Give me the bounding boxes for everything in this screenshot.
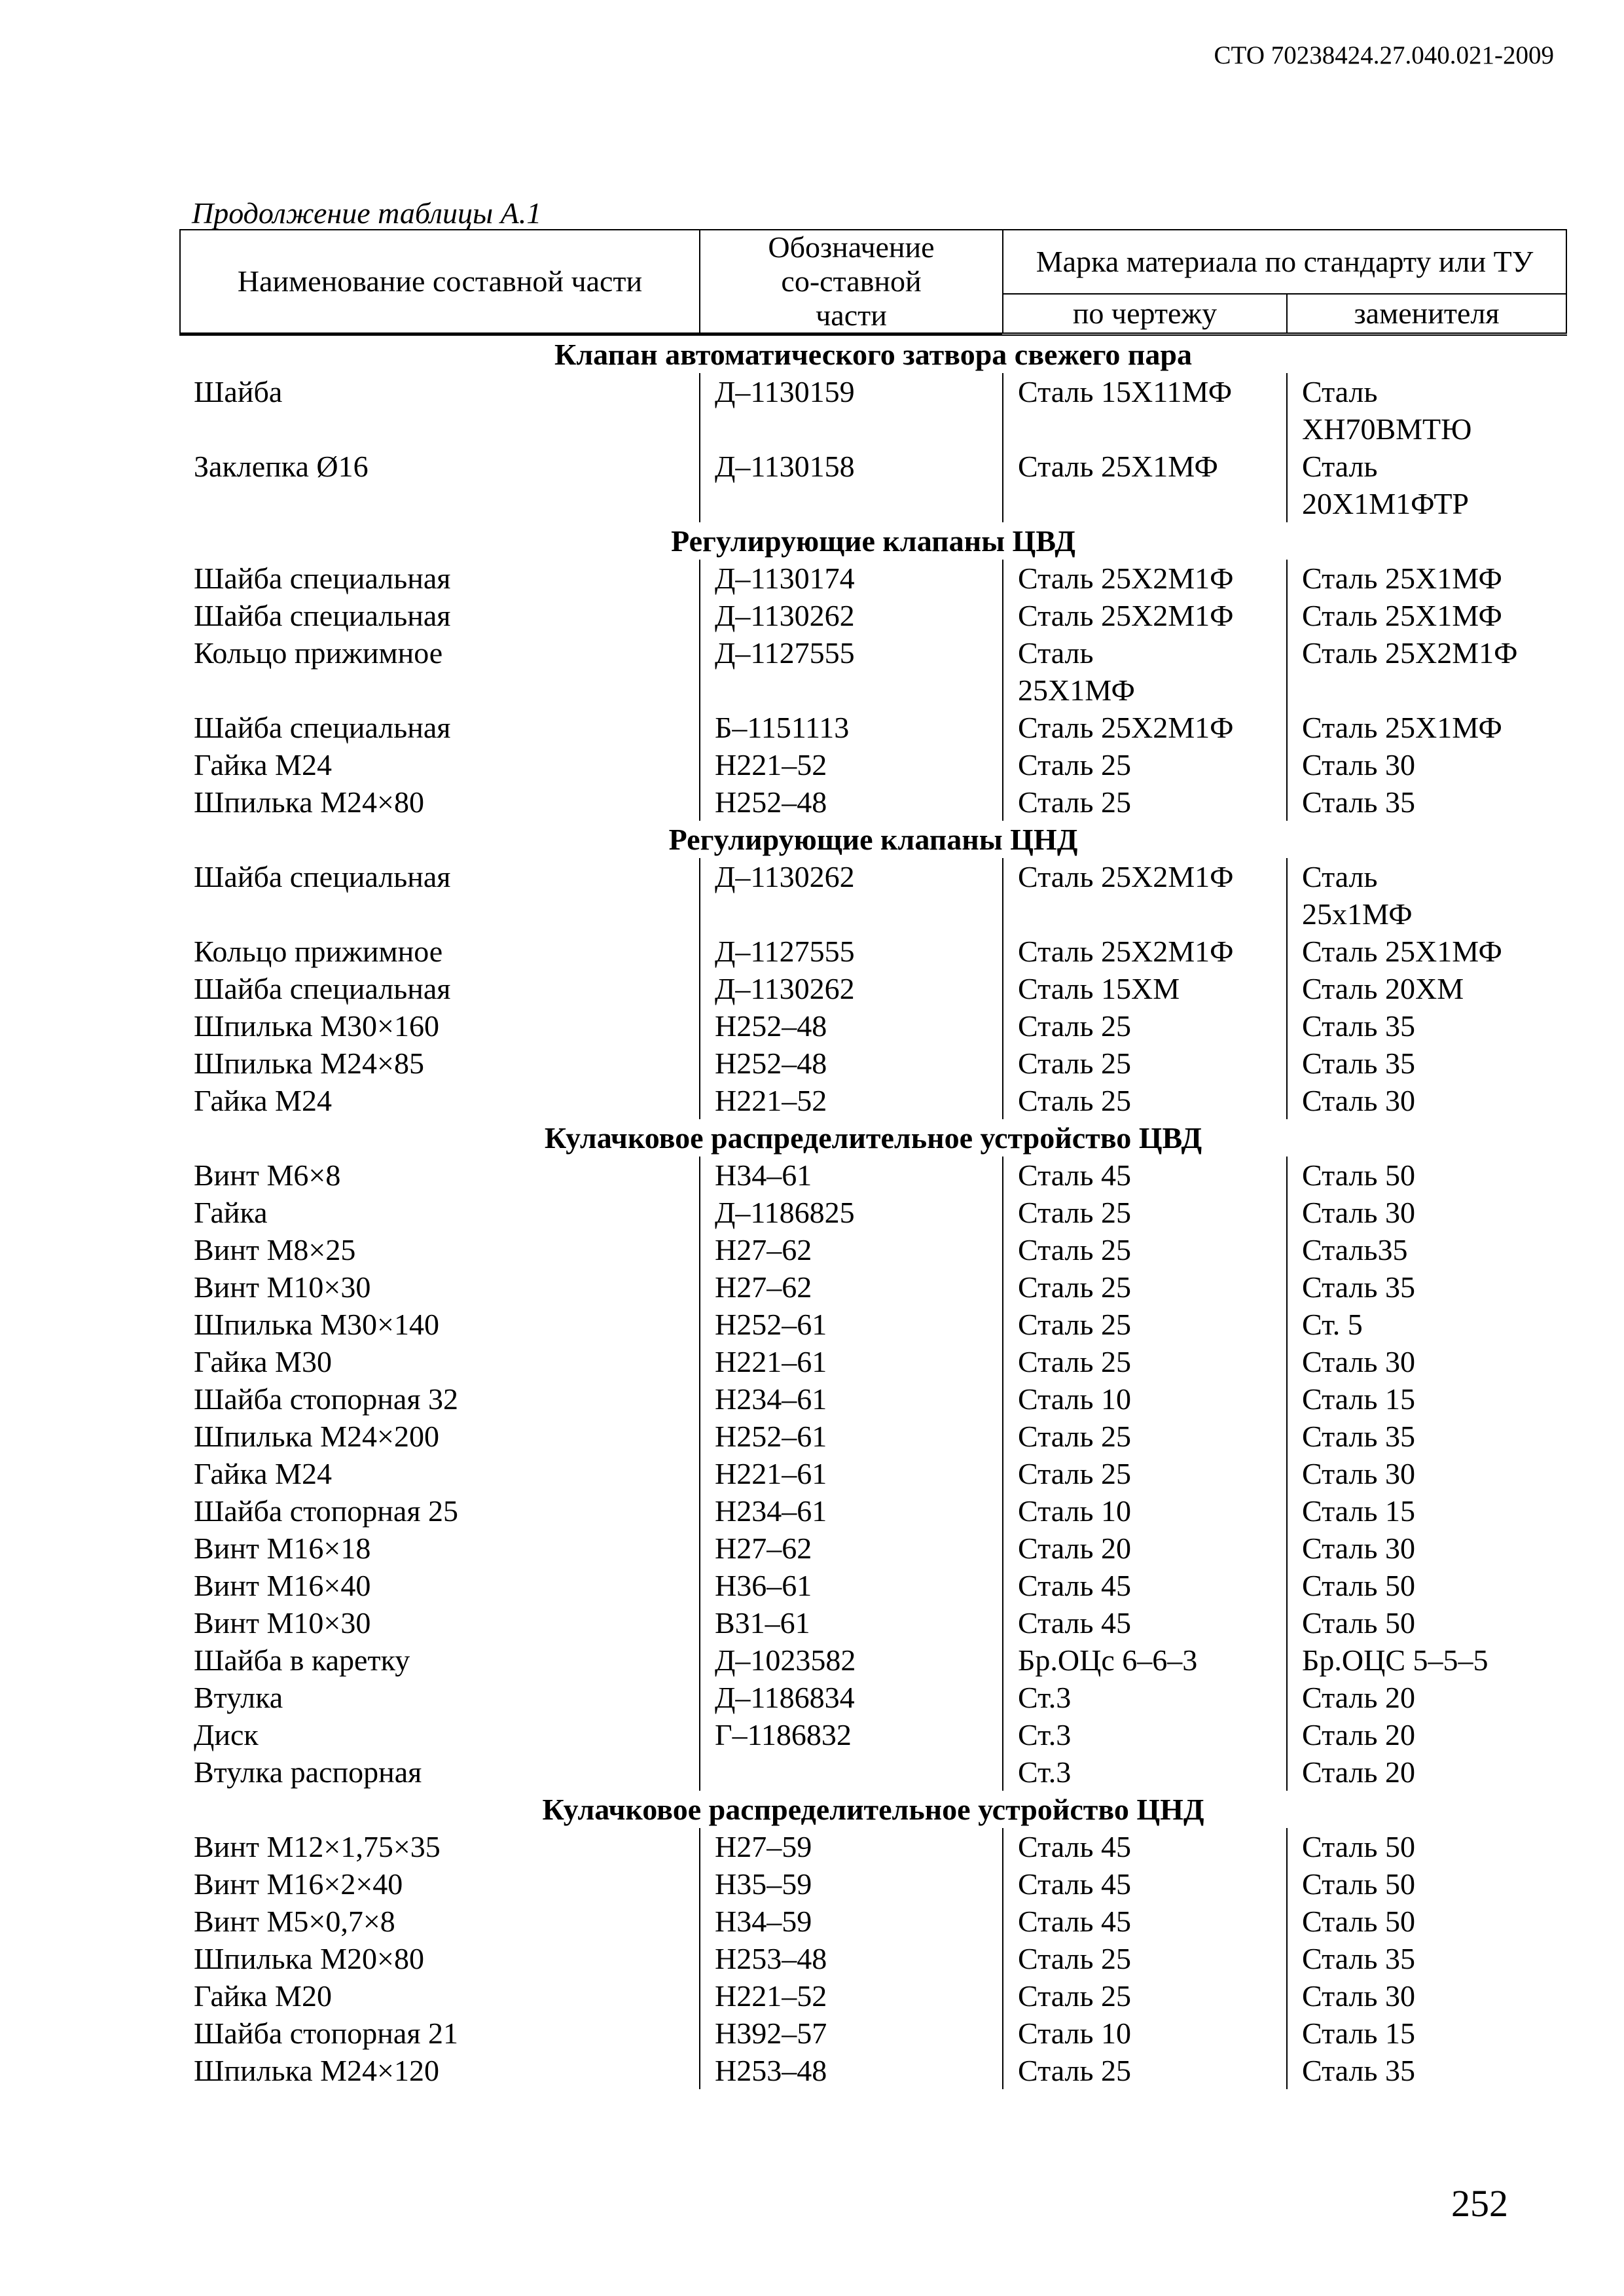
table-row [180, 1157, 1566, 1194]
part-name-cell: Шпилька М24×80 [194, 785, 424, 819]
designation-cell: Д–1130262 [700, 858, 1003, 933]
material-per-drawing-cell: Сталь 25 [1003, 1194, 1287, 1231]
section-row [180, 821, 1566, 858]
section-row [180, 1791, 1566, 1828]
table-row [180, 2052, 1566, 2089]
part-name-cell: Кольцо прижимное [194, 935, 443, 968]
table-row [180, 1045, 1566, 1082]
table-row [180, 1753, 1566, 1791]
part-name-cell: Гайка М24 [194, 748, 332, 781]
table-row [180, 1082, 1566, 1119]
part-name-cell: Кольцо прижимное [194, 636, 443, 670]
table-row [180, 1231, 1566, 1268]
part-name-cell: Шайба [194, 375, 283, 408]
designation-cell: Д–1186825 [700, 1194, 1003, 1231]
part-name-cell: Шайба специальная [194, 972, 451, 1005]
table-row [180, 1306, 1566, 1343]
table-header [180, 230, 1566, 334]
material-substitute-cell [1287, 373, 1566, 448]
column-header-substitute: заменителя [1287, 294, 1566, 334]
material-substitute-cell: Сталь 15 [1287, 1492, 1566, 1530]
table-row [180, 448, 1566, 522]
part-name-cell: Шайба специальная [194, 711, 451, 744]
material-per-drawing-cell [1003, 634, 1287, 709]
material-substitute-cell: Сталь 35 [1287, 1940, 1566, 1977]
column-header-designation-text: Обозначение со-ставной части [768, 230, 935, 332]
table-caption: Продолжение таблицы А.1 [192, 196, 542, 230]
designation-cell: Н221–52 [700, 746, 1003, 783]
material-per-drawing-cell: Сталь 45 [1003, 1828, 1287, 1865]
material-substitute-cell: Сталь 50 [1287, 1604, 1566, 1641]
material-per-drawing-cell: Сталь 10 [1003, 2015, 1287, 2052]
material-per-drawing-cell: Сталь 25 [1003, 1007, 1287, 1045]
table-row [180, 1641, 1566, 1679]
part-name-cell: Шпилька М24×85 [194, 1047, 424, 1080]
material-substitute-cell: Сталь 35 [1287, 1418, 1566, 1455]
part-name-cell: Шайба стопорная 32 [194, 1382, 458, 1416]
material-substitute-cell: Сталь35 [1287, 1231, 1566, 1268]
designation-cell: Н234–61 [700, 1492, 1003, 1530]
material-per-drawing-cell: Ст.3 [1003, 1753, 1287, 1791]
designation-cell: Н221–61 [700, 1455, 1003, 1492]
material-per-drawing-cell: Сталь 25 [1003, 1418, 1287, 1455]
part-name-cell: Шайба в каретку [194, 1643, 410, 1677]
part-name-cell: Винт М8×25 [194, 1233, 356, 1266]
table-row [180, 970, 1566, 1007]
material-per-drawing-cell: Сталь 15Х11МФ [1003, 373, 1287, 448]
table-row [180, 1903, 1566, 1940]
designation-cell: Н252–48 [700, 783, 1003, 821]
designation-cell: Н35–59 [700, 1865, 1003, 1903]
wrapped-cell-text: Сталь 20Х1М1ФТР [1302, 450, 1469, 520]
material-per-drawing-cell: Сталь 15ХМ [1003, 970, 1287, 1007]
material-substitute-cell: Сталь 25Х1МФ [1287, 933, 1566, 970]
section-title: Регулирующие клапаны ЦНД [668, 823, 1078, 856]
table-row [180, 1940, 1566, 1977]
designation-cell: Д–1130158 [700, 448, 1003, 522]
table-row [180, 597, 1566, 634]
material-substitute-cell: Сталь 30 [1287, 1530, 1566, 1567]
table-row [180, 709, 1566, 746]
part-name-cell: Винт М10×30 [194, 1606, 371, 1640]
table-row [180, 2015, 1566, 2052]
material-substitute-cell [1287, 448, 1566, 522]
section-row [180, 334, 1566, 374]
table-row [180, 1567, 1566, 1604]
material-per-drawing-cell: Бр.ОЦс 6–6–3 [1003, 1641, 1287, 1679]
part-name-cell: Винт М5×0,7×8 [194, 1905, 395, 1938]
material-substitute-cell: Бр.ОЦС 5–5–5 [1287, 1641, 1566, 1679]
part-name-cell: Шпилька М24×120 [194, 2054, 439, 2087]
column-header-material-group-text: Марка материала по стандарту или ТУ [1036, 245, 1534, 278]
part-name-cell: Гайка [194, 1196, 268, 1229]
table-row [180, 1492, 1566, 1530]
table-row [180, 1418, 1566, 1455]
designation-cell: Д–1130159 [700, 373, 1003, 448]
material-per-drawing-cell: Сталь 45 [1003, 1865, 1287, 1903]
section-title: Регулирующие клапаны ЦВД [671, 524, 1075, 558]
designation-cell: Н221–61 [700, 1343, 1003, 1380]
table-row [180, 1679, 1566, 1716]
material-per-drawing-cell: Сталь 25 [1003, 1940, 1287, 1977]
part-name-cell: Шпилька М30×160 [194, 1009, 439, 1043]
designation-cell: Д–1130262 [700, 970, 1003, 1007]
material-substitute-cell: Сталь 30 [1287, 1455, 1566, 1492]
column-header-per-drawing: по чертежу [1003, 294, 1287, 334]
designation-cell: Д–1127555 [700, 634, 1003, 709]
designation-cell: Н34–59 [700, 1903, 1003, 1940]
material-substitute-cell: Сталь 35 [1287, 1045, 1566, 1082]
table-row [180, 1865, 1566, 1903]
material-substitute-cell: Сталь 20 [1287, 1753, 1566, 1791]
section-title: Клапан автоматического затвора свежего пара [554, 338, 1192, 371]
part-name-cell: Шайба специальная [194, 599, 451, 632]
material-substitute-cell: Сталь 35 [1287, 1007, 1566, 1045]
part-name-cell: Гайка М24 [194, 1457, 332, 1490]
wrapped-cell-text: Сталь 25Х1МФ [1018, 636, 1135, 707]
part-name-cell: Шпилька М30×140 [194, 1308, 439, 1341]
table-row [180, 1007, 1566, 1045]
part-name-cell: Шпилька М24×200 [194, 1420, 439, 1453]
designation-cell: Д–1127555 [700, 933, 1003, 970]
table-row [180, 1194, 1566, 1231]
designation-cell: Н221–52 [700, 1082, 1003, 1119]
table-row [180, 1268, 1566, 1306]
designation-cell: Н234–61 [700, 1380, 1003, 1418]
table-row [180, 1530, 1566, 1567]
designation-cell: Б–1151113 [700, 709, 1003, 746]
material-substitute-cell: Сталь 15 [1287, 1380, 1566, 1418]
part-name-cell: Винт М10×30 [194, 1270, 371, 1304]
part-name-cell: Гайка М30 [194, 1345, 332, 1378]
material-substitute-cell: Сталь 50 [1287, 1865, 1566, 1903]
designation-cell: Д–1023582 [700, 1641, 1003, 1679]
material-substitute-cell: Сталь 25Х1МФ [1287, 597, 1566, 634]
designation-cell: Н34–61 [700, 1157, 1003, 1194]
material-per-drawing-cell: Сталь 25 [1003, 1455, 1287, 1492]
material-per-drawing-cell: Сталь 25 [1003, 746, 1287, 783]
table-row [180, 933, 1566, 970]
designation-cell: Г–1186832 [700, 1716, 1003, 1753]
table-row [180, 373, 1566, 448]
material-substitute-cell: Сталь 30 [1287, 1977, 1566, 2015]
table-row [180, 1380, 1566, 1418]
material-per-drawing-cell: Сталь 20 [1003, 1530, 1287, 1567]
material-per-drawing-cell: Сталь 25Х2М1Ф [1003, 597, 1287, 634]
designation-cell: Д–1130174 [700, 560, 1003, 597]
material-substitute-cell: Сталь 30 [1287, 746, 1566, 783]
material-substitute-cell [1287, 858, 1566, 933]
material-per-drawing-cell: Сталь 25Х1МФ [1003, 448, 1287, 522]
document-code: СТО 70238424.27.040.021-2009 [1214, 41, 1554, 69]
table-row [180, 634, 1566, 709]
part-name-cell: Винт М16×2×40 [194, 1867, 403, 1901]
material-substitute-cell: Сталь 30 [1287, 1082, 1566, 1119]
part-name-cell: Шайба специальная [194, 860, 451, 893]
column-header-name: Наименование составной части [180, 230, 700, 334]
designation-cell: Н252–48 [700, 1007, 1003, 1045]
material-substitute-cell: Сталь 30 [1287, 1343, 1566, 1380]
part-name-cell: Втулка распорная [194, 1755, 422, 1789]
material-substitute-cell: Сталь 20 [1287, 1679, 1566, 1716]
material-substitute-cell: Сталь 35 [1287, 1268, 1566, 1306]
column-header-material-group [1003, 230, 1566, 294]
part-name-cell: Винт М12×1,75×35 [194, 1830, 441, 1863]
material-per-drawing-cell: Сталь 25 [1003, 1306, 1287, 1343]
designation-cell: Н252–48 [700, 1045, 1003, 1082]
material-substitute-cell: Сталь 50 [1287, 1903, 1566, 1940]
part-name-cell: Шайба стопорная 25 [194, 1494, 458, 1528]
material-per-drawing-cell: Сталь 25Х2М1Ф [1003, 560, 1287, 597]
table-row [180, 783, 1566, 821]
material-per-drawing-cell: Сталь 45 [1003, 1604, 1287, 1641]
part-name-cell: Гайка М24 [194, 1084, 332, 1117]
material-substitute-cell: Сталь 50 [1287, 1567, 1566, 1604]
material-per-drawing-cell: Сталь 25 [1003, 783, 1287, 821]
material-substitute-cell: Сталь 25Х2М1Ф [1287, 634, 1566, 709]
designation-cell: Н392–57 [700, 2015, 1003, 2052]
material-substitute-cell: Сталь 35 [1287, 783, 1566, 821]
wrapped-cell-text: Сталь 25х1МФ [1302, 860, 1413, 931]
table-body [180, 334, 1566, 2090]
material-substitute-cell: Сталь 50 [1287, 1828, 1566, 1865]
material-per-drawing-cell: Сталь 25 [1003, 1977, 1287, 2015]
part-name-cell: Винт М6×8 [194, 1158, 341, 1192]
table-row [180, 560, 1566, 597]
table-row [180, 746, 1566, 783]
material-per-drawing-cell: Ст.3 [1003, 1716, 1287, 1753]
part-name-cell: Гайка М20 [194, 1979, 332, 2013]
part-name-cell: Шпилька М20×80 [194, 1942, 424, 1975]
section-row [180, 1119, 1566, 1157]
designation-cell: Н36–61 [700, 1567, 1003, 1604]
material-per-drawing-cell: Сталь 10 [1003, 1492, 1287, 1530]
table-row [180, 1716, 1566, 1753]
material-per-drawing-cell: Сталь 25Х2М1Ф [1003, 709, 1287, 746]
designation-cell: Н27–59 [700, 1828, 1003, 1865]
material-substitute-cell: Ст. 5 [1287, 1306, 1566, 1343]
designation-cell: Н27–62 [700, 1268, 1003, 1306]
designation-cell: В31–61 [700, 1604, 1003, 1641]
section-title: Кулачковое распределительное устройство ЦНД [542, 1793, 1204, 1826]
material-per-drawing-cell: Сталь 45 [1003, 1567, 1287, 1604]
designation-cell: Н252–61 [700, 1418, 1003, 1455]
table-row [180, 1604, 1566, 1641]
column-header-designation [700, 230, 1003, 334]
table-row [180, 1455, 1566, 1492]
part-name-cell: Шайба стопорная 21 [194, 2017, 458, 2050]
material-substitute-cell: Сталь 35 [1287, 2052, 1566, 2089]
materials-table [179, 229, 1567, 2089]
material-per-drawing-cell: Сталь 25 [1003, 1343, 1287, 1380]
table-row [180, 1343, 1566, 1380]
material-substitute-cell: Сталь 50 [1287, 1157, 1566, 1194]
material-substitute-cell: Сталь 30 [1287, 1194, 1566, 1231]
designation-cell: Н27–62 [700, 1231, 1003, 1268]
designation-cell: Н221–52 [700, 1977, 1003, 2015]
material-per-drawing-cell: Сталь 25 [1003, 1231, 1287, 1268]
designation-cell: Н253–48 [700, 1940, 1003, 1977]
designation-cell: Н252–61 [700, 1306, 1003, 1343]
material-per-drawing-cell: Ст.3 [1003, 1679, 1287, 1716]
material-substitute-cell: Сталь 25Х1МФ [1287, 709, 1566, 746]
material-per-drawing-cell: Сталь 25 [1003, 2052, 1287, 2089]
designation-cell [700, 1753, 1003, 1791]
designation-cell: Н27–62 [700, 1530, 1003, 1567]
material-per-drawing-cell: Сталь 25 [1003, 1082, 1287, 1119]
part-name-cell: Шайба специальная [194, 562, 451, 595]
table-row [180, 1828, 1566, 1865]
part-name-cell: Втулка [194, 1681, 283, 1714]
material-per-drawing-cell: Сталь 45 [1003, 1157, 1287, 1194]
part-name-cell: Заклепка Ø16 [194, 450, 369, 483]
designation-cell: Д–1186834 [700, 1679, 1003, 1716]
table-row [180, 1977, 1566, 2015]
material-per-drawing-cell: Сталь 45 [1003, 1903, 1287, 1940]
material-per-drawing-cell: Сталь 25 [1003, 1268, 1287, 1306]
part-name-cell: Винт М16×40 [194, 1569, 371, 1602]
designation-cell: Н253–48 [700, 2052, 1003, 2089]
part-name-cell: Диск [194, 1718, 259, 1751]
material-per-drawing-cell: Сталь 25Х2М1Ф [1003, 933, 1287, 970]
material-substitute-cell: Сталь 25Х1МФ [1287, 560, 1566, 597]
material-per-drawing-cell: Сталь 25Х2М1Ф [1003, 858, 1287, 933]
section-title: Кулачковое распределительное устройство ЦВД [544, 1121, 1202, 1155]
page-number: 252 [1451, 2182, 1508, 2225]
material-substitute-cell: Сталь 15 [1287, 2015, 1566, 2052]
wrapped-cell-text: Сталь ХН70ВМТЮ [1302, 375, 1472, 446]
material-per-drawing-cell: Сталь 10 [1003, 1380, 1287, 1418]
part-name-cell: Винт М16×18 [194, 1532, 371, 1565]
material-per-drawing-cell: Сталь 25 [1003, 1045, 1287, 1082]
section-row [180, 522, 1566, 560]
designation-cell: Д–1130262 [700, 597, 1003, 634]
material-substitute-cell: Сталь 20 [1287, 1716, 1566, 1753]
material-substitute-cell: Сталь 20ХМ [1287, 970, 1566, 1007]
table-row [180, 858, 1566, 933]
